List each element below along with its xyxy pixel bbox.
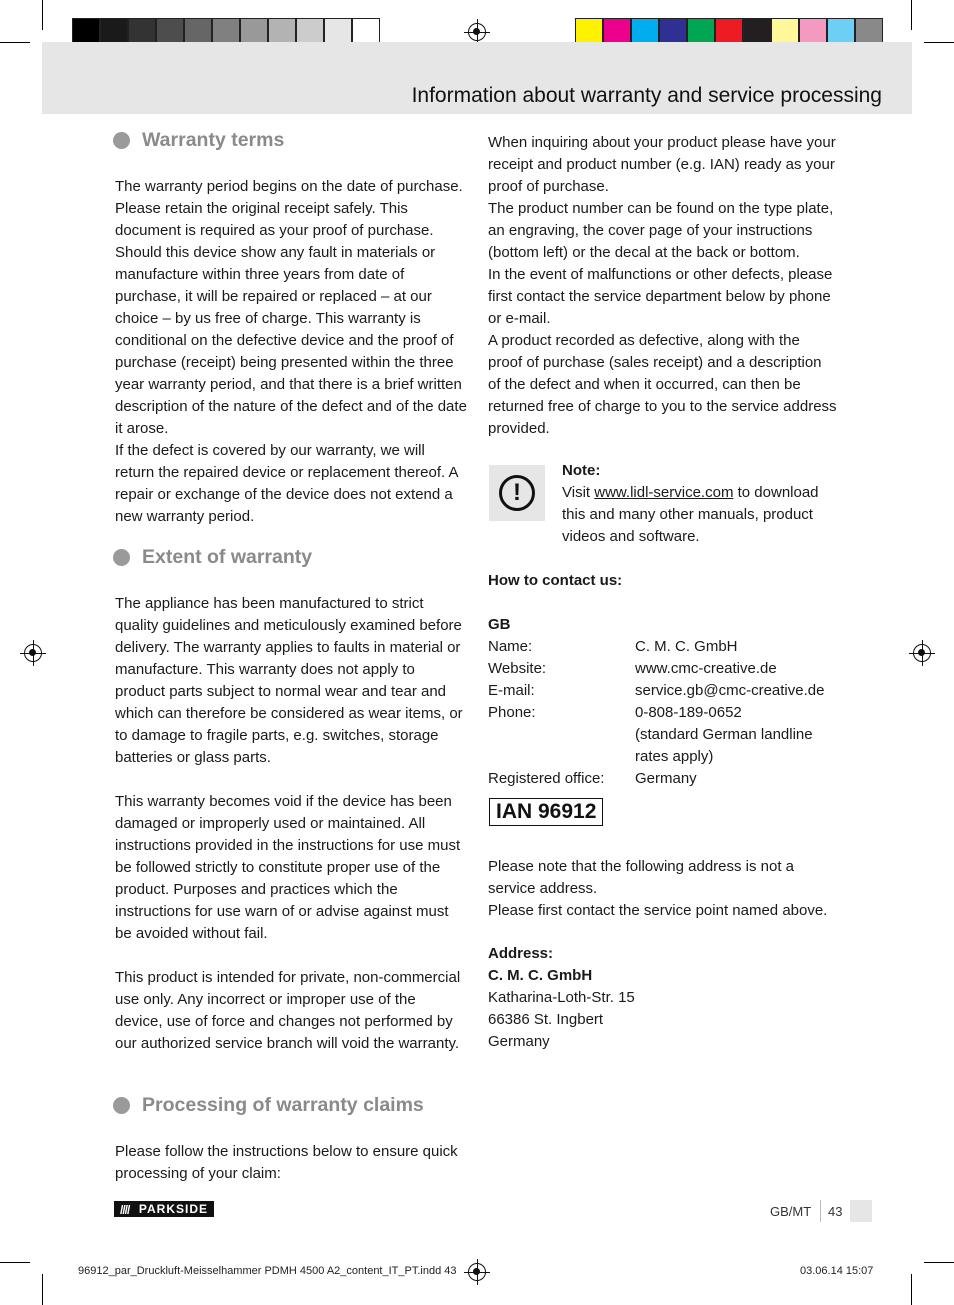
address-line: 66386 St. Ingbert bbox=[488, 1011, 604, 1028]
warranty-terms-body bbox=[115, 176, 467, 528]
paragraph: In the event of malfunctions or other defects, please first contact the service department below by phone or e-mail. bbox=[488, 266, 833, 327]
paragraph: Should this device show any fault in materials or manufacture within three years from date of purchase, it will be repaired or replaced – at our choice – by us free of charge. This warranty is conditional on the defective device and the proof of purchase (receipt) being presented within the three year warranty period, and that there is a brief written description of the nature of the defect and of the date it arose. bbox=[115, 244, 467, 437]
contact-key: Website: bbox=[488, 660, 547, 677]
extent-body bbox=[115, 593, 467, 1055]
registration-mark-icon bbox=[468, 1263, 486, 1281]
bullet-icon bbox=[113, 132, 130, 149]
parkside-logo bbox=[114, 1201, 214, 1217]
note-body bbox=[562, 482, 837, 548]
paragraph: If the defect is covered by our warranty, we will return the repaired device or replacement thereof. A repair or exchange of the device does not extend a new warranty period. bbox=[115, 442, 458, 525]
contact-key: Name: bbox=[488, 638, 533, 655]
footer-divider bbox=[820, 1200, 821, 1222]
paragraph: A product recorded as defective, along with the proof of purchase (sales receipt) and a description of the defect and when it occurred, can then be returned free of charge to you to the service address provided. bbox=[488, 332, 837, 437]
contact-table bbox=[488, 636, 838, 790]
bullet-icon bbox=[113, 549, 130, 566]
contact-value: Germany bbox=[635, 770, 697, 787]
contact-value: service.gb@cmc-creative.de bbox=[635, 682, 825, 699]
contact-row bbox=[488, 680, 838, 702]
contact-row bbox=[488, 768, 838, 790]
section-heading-warranty-terms bbox=[113, 129, 284, 152]
ian-badge: IAN 96912 bbox=[489, 798, 603, 826]
contact-row bbox=[488, 658, 838, 680]
contact-row bbox=[488, 636, 838, 658]
registration-mark-icon bbox=[913, 644, 931, 662]
lidl-service-link[interactable]: www.lidl-service.com bbox=[594, 484, 734, 501]
crop-mark bbox=[42, 0, 43, 30]
section-heading-processing bbox=[113, 1094, 424, 1117]
paragraph: The product number can be found on the type plate, an engraving, the cover page of your instructions (bottom left) or the decal at the back or bottom. bbox=[488, 200, 834, 261]
address-line: Germany bbox=[488, 1033, 550, 1050]
processing-body bbox=[115, 1141, 467, 1185]
page-number: 43 bbox=[828, 1204, 843, 1219]
contact-heading: How to contact us: bbox=[488, 572, 623, 589]
registration-mark-icon bbox=[24, 644, 42, 662]
contact-key bbox=[488, 724, 635, 746]
paragraph: The appliance has been manufactured to strict quality guidelines and meticulously examined before delivery. The warranty applies to faults in material or manufacture. This warranty does not apply to product parts subject to normal wear and tear and which can therefore be considered as wear items, or to damage to fragile parts, e.g. switches, storage batteries or glass parts. bbox=[115, 595, 463, 766]
address-heading: Address: bbox=[488, 945, 554, 962]
crop-mark bbox=[924, 1262, 954, 1263]
service-intro bbox=[488, 132, 838, 440]
paragraph: This product is intended for private, non-commercial use only. Any incorrect or improper use of the device, use of force and changes not performed by our authorized service branch will void the warranty. bbox=[115, 969, 461, 1052]
crop-mark bbox=[0, 42, 30, 43]
paragraph: Please first contact the service point named above. bbox=[488, 902, 828, 919]
note-icon-box bbox=[489, 465, 545, 521]
exclamation-icon: ! bbox=[499, 475, 535, 511]
crop-mark bbox=[911, 0, 912, 30]
paragraph: Please follow the instructions below to ensure quick processing of your claim: bbox=[115, 1143, 458, 1182]
address-note bbox=[488, 856, 838, 922]
contact-row bbox=[488, 724, 838, 746]
contact-key: Phone: bbox=[488, 704, 536, 721]
page-title: Information about warranty and service processing bbox=[411, 84, 882, 107]
contact-key bbox=[488, 746, 635, 768]
registration-mark-icon bbox=[468, 23, 486, 41]
note-visit: Visit bbox=[562, 484, 591, 501]
heading-text: Extent of warranty bbox=[142, 546, 313, 568]
country-code: GB bbox=[488, 616, 511, 633]
paragraph: When inquiring about your product please have your receipt and product number (e.g. IAN) ready as your proof of purchase. bbox=[488, 134, 836, 195]
heading-text: Processing of warranty claims bbox=[142, 1094, 424, 1116]
crop-mark bbox=[924, 42, 954, 43]
note-title: Note: bbox=[562, 462, 601, 479]
note-text bbox=[562, 460, 837, 548]
crop-mark bbox=[42, 1274, 43, 1305]
contact-key: E-mail: bbox=[488, 682, 535, 699]
print-date: 03.06.14 15:07 bbox=[800, 1265, 874, 1277]
contact-key: Registered office: bbox=[488, 770, 605, 787]
address-line: Katharina-Loth-Str. 15 bbox=[488, 989, 635, 1006]
bullet-icon bbox=[113, 1097, 130, 1114]
locale-label: GB/MT bbox=[770, 1204, 812, 1219]
contact-value: www.cmc-creative.de bbox=[635, 660, 777, 677]
contact-row bbox=[488, 746, 838, 768]
heading-text: Warranty terms bbox=[142, 129, 285, 151]
contact-value: C. M. C. GmbH bbox=[635, 638, 738, 655]
note-rest: to download this and many other manuals, product videos and software. bbox=[562, 484, 819, 545]
paragraph: This warranty becomes void if the device has been damaged or improperly used or maintained. All instructions provided in the instructions for use must be followed strictly to constitute proper use of the product. Purposes and practices which the instructions for use warn of or advise against must be avoided without fail. bbox=[115, 793, 461, 942]
paragraph: The warranty period begins on the date of purchase. Please retain the original receipt safely. This document is required as your proof of purchase. bbox=[115, 178, 463, 239]
contact-value: (standard German landline bbox=[635, 726, 813, 743]
file-info: 96912_par_Druckluft-Meisselhammer PDMH 4500 A2_content_IT_PT.indd 43 bbox=[78, 1265, 457, 1277]
contact-value: rates apply) bbox=[635, 748, 714, 765]
crop-mark bbox=[911, 1274, 912, 1305]
address-block bbox=[488, 943, 838, 1053]
crop-mark bbox=[0, 1262, 30, 1263]
logo-stripes-icon: //// bbox=[120, 1203, 130, 1217]
brand-name: PARKSIDE bbox=[138, 1202, 208, 1216]
section-heading-extent bbox=[113, 546, 312, 569]
page-tab bbox=[850, 1200, 872, 1222]
contact-value: 0-808-189-0652 bbox=[635, 704, 742, 721]
address-company: C. M. C. GmbH bbox=[488, 967, 593, 984]
contact-row bbox=[488, 702, 838, 724]
paragraph: Please note that the following address is not a service address. bbox=[488, 858, 795, 897]
